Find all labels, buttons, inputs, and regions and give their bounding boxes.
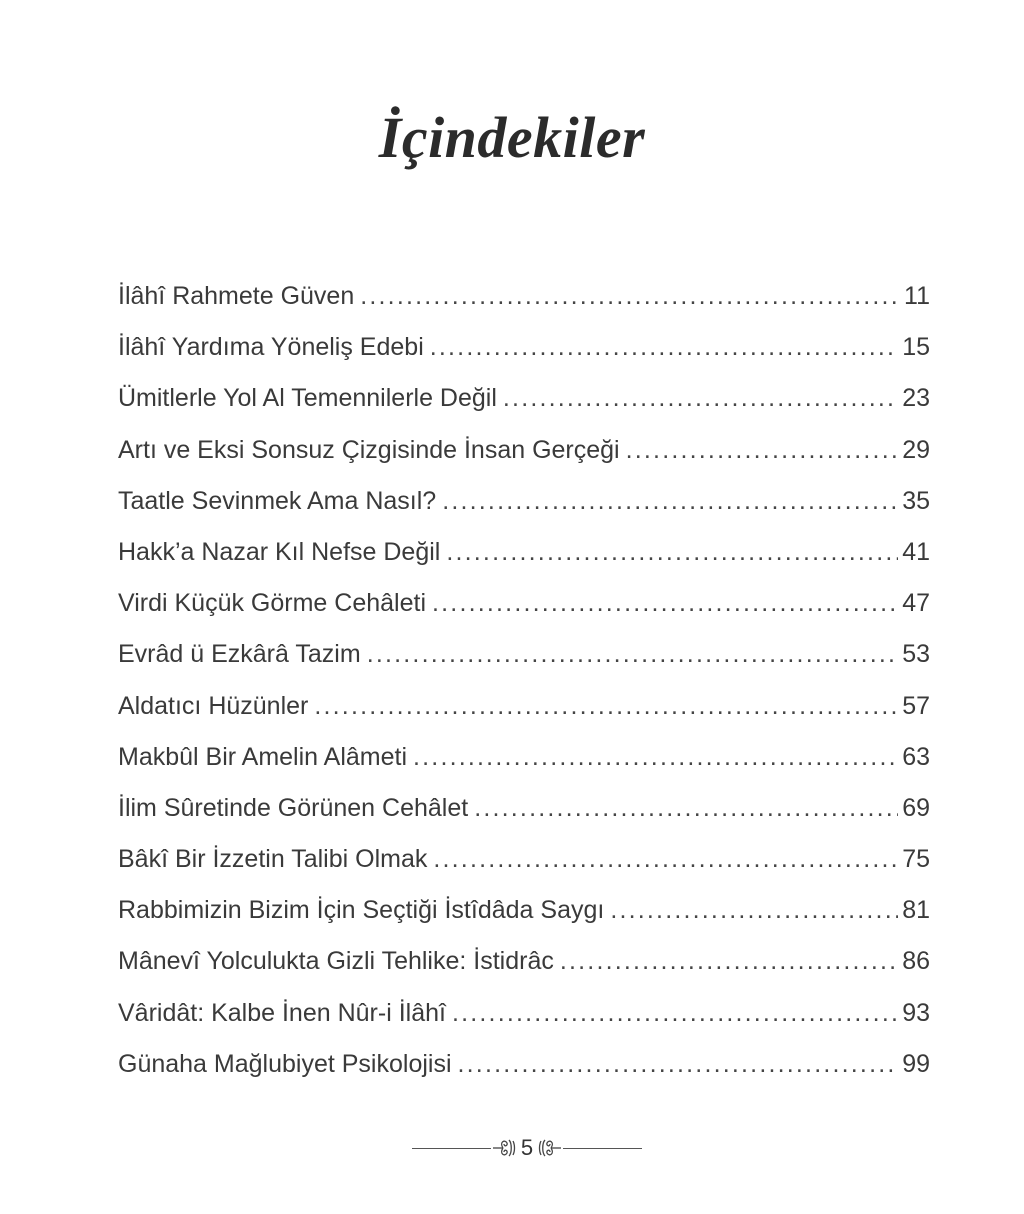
toc-entry[interactable] (118, 896, 930, 947)
toc-entry[interactable] (118, 589, 930, 640)
toc-entry-page: 29 (902, 435, 930, 464)
toc-entry-title: Vâridât: Kalbe İnen Nûr-i İlâhî (118, 998, 446, 1027)
toc-entry-title: Mânevî Yolculukta Gizli Tehlike: İstidrâc (118, 947, 554, 976)
toc-entry-page: 11 (904, 282, 930, 310)
floral-ornament-icon (491, 1136, 517, 1160)
toc-entry-page: 75 (902, 845, 930, 874)
toc-entry[interactable] (118, 538, 930, 589)
dot-leader (458, 1050, 899, 1079)
toc-entry-page: 35 (902, 486, 930, 515)
dot-leader (503, 384, 898, 413)
dot-leader (430, 333, 898, 362)
toc-entry-title: Ümitlerle Yol Al Temennilerle Değil (118, 384, 497, 413)
dot-leader (413, 743, 898, 772)
dot-leader (442, 487, 898, 516)
toc-entry-page: 41 (902, 537, 930, 566)
toc-entry[interactable] (118, 1050, 930, 1101)
toc-entry[interactable] (118, 845, 930, 896)
toc-entry[interactable] (118, 692, 930, 743)
toc-entry-page: 93 (902, 998, 930, 1027)
dot-leader (367, 640, 898, 669)
toc-entry-title: Artı ve Eksi Sonsuz Çizgisinde İnsan Gerçeği (118, 435, 620, 464)
toc-entry-title: İlâhî Yardıma Yöneliş Edebi (118, 333, 424, 362)
dot-leader (474, 794, 898, 823)
dot-leader (560, 947, 898, 976)
toc-entry-title: Hakk’a Nazar Kıl Nefse Değil (118, 537, 441, 566)
toc-entry[interactable] (118, 640, 930, 691)
toc-entry-title: Evrâd ü Ezkârâ Tazim (118, 640, 361, 669)
dot-leader (610, 896, 898, 925)
toc-entry-title: İlâhî Rahmete Güven (118, 282, 355, 310)
dot-leader (432, 589, 898, 618)
page-number: 5 (520, 1135, 534, 1160)
toc-entry[interactable] (118, 794, 930, 845)
footer-rule-right (563, 1148, 642, 1149)
toc-entry-page: 81 (902, 896, 930, 925)
toc-entry-page: 57 (902, 691, 930, 720)
toc-entry-title: Virdi Küçük Görme Cehâleti (118, 589, 427, 618)
toc-entry[interactable] (118, 384, 930, 435)
toc-entry-title: İlim Sûretinde Görünen Cehâlet (118, 793, 469, 822)
toc-entry[interactable] (118, 282, 930, 333)
toc-entry-page: 99 (902, 1049, 930, 1078)
toc-entry-title: Bâkî Bir İzzetin Talibi Olmak (118, 845, 428, 874)
dot-leader (314, 692, 898, 721)
toc-entry-page: 53 (902, 640, 930, 669)
toc-entry-title: Günaha Mağlubiyet Psikolojisi (118, 1049, 452, 1078)
toc-entry[interactable] (118, 999, 930, 1050)
toc-entry-page: 15 (902, 333, 930, 362)
toc-entry[interactable] (118, 333, 930, 384)
dot-leader (433, 845, 898, 874)
toc-entry-title: Rabbimizin Bizim İçin Seçtiği İstîdâda Saygı (118, 896, 605, 925)
toc-entry[interactable] (118, 947, 930, 998)
floral-ornament-icon (537, 1136, 563, 1160)
dot-leader (360, 282, 900, 311)
toc-entry-page: 47 (902, 589, 930, 618)
toc-entry-page: 23 (902, 384, 930, 413)
page-footer (412, 1128, 642, 1168)
dot-leader (452, 999, 898, 1028)
dot-leader (446, 538, 898, 567)
page-title: İçindekiler (378, 104, 646, 170)
footer-rule-left (412, 1148, 491, 1149)
toc-entry[interactable] (118, 487, 930, 538)
toc-entry-page: 69 (902, 793, 930, 822)
table-of-contents (118, 282, 930, 1101)
toc-entry[interactable] (118, 436, 930, 487)
toc-entry-title: Aldatıcı Hüzünler (118, 691, 309, 720)
toc-entry[interactable] (118, 743, 930, 794)
footer-ornament (491, 1135, 563, 1161)
toc-entry-title: Taatle Sevinmek Ama Nasıl? (118, 486, 437, 515)
toc-entry-page: 63 (902, 742, 930, 771)
dot-leader (626, 436, 899, 465)
toc-entry-page: 86 (902, 947, 930, 976)
toc-entry-title: Makbûl Bir Amelin Alâmeti (118, 742, 408, 771)
